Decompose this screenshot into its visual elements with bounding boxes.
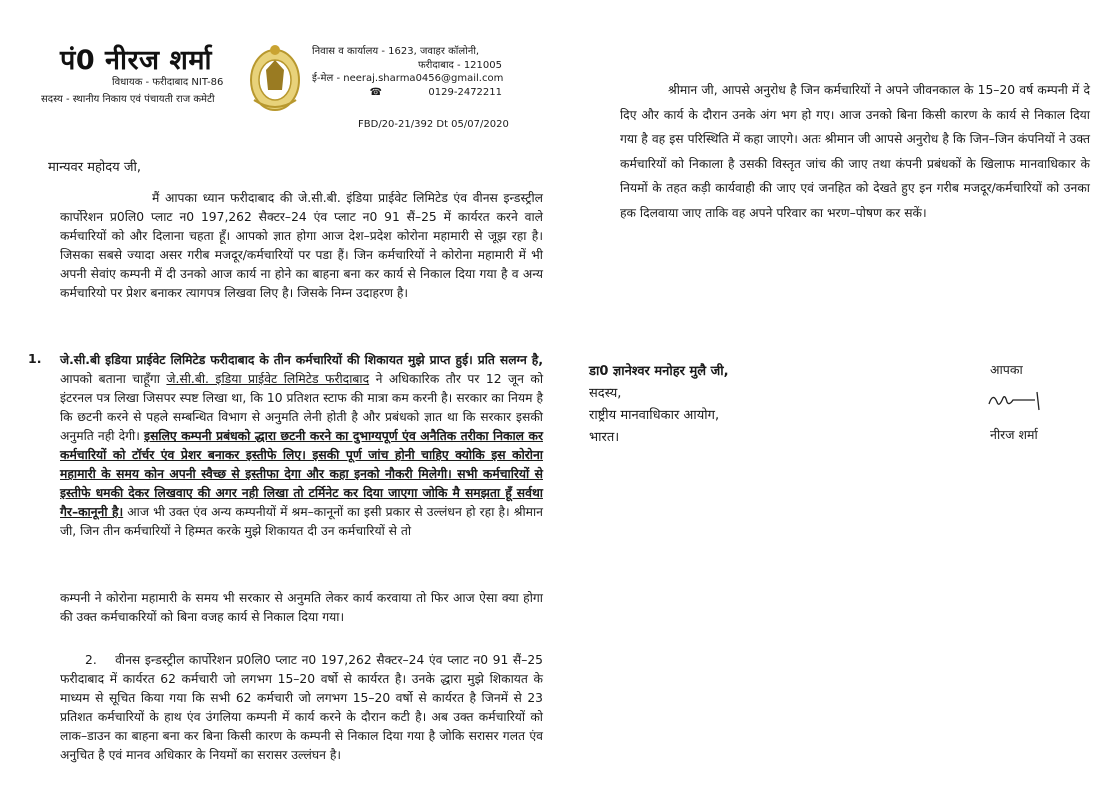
letterhead-designation: विधायक - फरीदाबाद NIT-86 — [112, 77, 224, 88]
addressee-line-3: भारत। — [589, 430, 620, 445]
address-line-1: निवास व कार्यालय - 1623, जवाहर कॉलोनी, — [312, 46, 480, 57]
request-paragraph: श्रीमान जी, आपसे अनुरोध है जिन कर्मचारियों ने अपने जीवनकाल के 15–20 वर्ष कम्पनी में दे दिए और कार्य के दौरान उनके अंग भग हो गए। आज उनको बिना किसी कारण के कार्य से निकाल दिया गया है वह इस परिस्थिति में कहा जाएगे। अतः श्रीमान जी आपसे अनुरोध है कि जिन–जिन कंपनियों ने उक्त कर्मचारियों को निकाला है उसकी विस्तृत जांच की जाए तथा कंपनी प्रबंधकों के खिलाफ मानवाधिकार के नियमों के तहत कड़ी कार्यवाही की जाए एवं जनहित को देखते हुए इन गरीब मजदूर/कर्मचारियों को उनका हक दिलवाया जाए ताकि वह अपने परिवार का भरण–पोषण कर सकें। — [620, 83, 1090, 220]
item-1-text-a: आपको बताना चाहूँगा — [60, 372, 167, 386]
reference-number: FBD/20-21/392 Dt 05/07/2020 — [358, 119, 509, 130]
letterhead-membership: सदस्य - स्थानीय निकाय एवं पंचायती राज कमेटी — [41, 94, 215, 105]
item-1-bold-underlined: इसलिए कम्पनी प्रबंधको द्धारा छटनी करने का दुभाग्यपूर्ण एंव अनैतिक तरीका निकाल कर कर्मचारियों को टॉर्चर एंव प्रेशर बनाकर इस्तीफे लिए। इसकी पूर्ण जांच होनी चाहिए क्योकि इस कोरोना महामारी के समय कोन अपनी स्वैच्छ से इस्तीफा देगा और कहा इनको नौकरी मिलेगी। सभी कर्मचारियों से इस्तीफे धमकी देकर लिखवाए की अगर नही लिखा तो टर्मिनेट कर दिया जाएगा जोकि मै समझता हूँ सर्वथा गैर–कानूनी है। — [60, 429, 543, 519]
item-1-company: जे.सी.बी. इडिया प्राईवेट लिमिटेड फरीदाबाद — [166, 372, 370, 386]
addressee-block — [589, 361, 729, 449]
letterhead-contact — [312, 45, 512, 99]
item-1-heading: जे.सी.बी इडिया प्राईवेट लिमिटेड फरीदाबाद के तीन कर्मचारियों की शिकायत मुझे प्राप्त हुई। प्रति सलग्न है, — [60, 353, 543, 367]
item-1-continuation: कम्पनी ने कोरोना महामारी के समय भी सरकार से अनुमति लेकर कार्य करवाया तो फिर आज ऐसा क्या होगा की उक्त कर्मचाकरियों को बिना वजह कार्य से निकाल दिया गया। — [60, 591, 543, 624]
email-line: ई-मेल - neeraj.sharma0456@gmail.com — [312, 73, 504, 84]
addressee-name: डा0 ज्ञानेश्वर मनोहर मुलै जी, — [589, 364, 729, 379]
telephone-icon: ☎ — [369, 86, 383, 98]
haryana-emblem-icon — [246, 40, 304, 114]
address-line-2: फरीदाबाद - 121005 — [417, 59, 502, 71]
signer-name: नीरज शर्मा — [990, 427, 1038, 442]
item-1-text-c: आज भी उक्त एंव अन्य कम्पनीयों में श्रम–कानूनों का इसी प्रकार से उल्लंधन हो रहा है। श्रीमान जी, जिन तीन कर्मचारियों ने हिम्मत करके मुझे शिकायत दी उन कर्मचारियों से तो — [60, 505, 543, 538]
addressee-line-2: राष्ट्रीय मानवाधिकार आयोग, — [589, 408, 720, 423]
item-1-text-b: ने अधिकारिक तौर पर 12 जून को इंटरनल पत्र लिखा जिसपर स्पष्ट लिखा था, कि 10 प्रतिशत स्टाफ की मात्रा कम करनी है। सरकार का नियम है कि छटनी करने से पहले सम्बन्धित विभाग से अनुमति लेनी होती है और प्रबंधको ज्ञात था कि सरकार इसकी अनुमति नही देगी। — [60, 372, 544, 443]
closing: आपका — [990, 362, 1023, 377]
handwritten-signature — [985, 386, 1045, 416]
item-2-paragraph — [60, 651, 543, 765]
item-1-paragraph — [60, 351, 543, 541]
item-1-number: 1. — [28, 351, 42, 366]
salutation: मान्यवर महोदय जी, — [48, 160, 141, 175]
item-2-text: वीनस इन्डस्ट्रील कार्पोरेशन प्र0लि0 प्लाट न0 197,262 सैक्टर–24 एंव प्लाट न0 91 सैं–25 फरीदाबाद में कार्यरत 62 कर्मचारी जो लगभग 15–20 वर्षो से कार्यरत है। उनके द्धारा मुझे शिकायत के माध्यम से सूचित किया गया कि सभी 62 कर्मचारी जो लगभग 15–20 वर्षो से कार्यरत है जिनमें से 23 प्रतिशत कर्मचारियों के हाथ एंव उंगलिया कम्पनी में कार्य करने के दौरान कटी है। अब उक्त कर्मचारियों को लाक–डाउन का बाहना बना कर बिना किसी कारण के कम्पनी से निकाल दिया गया है जोकि सरासर गलत एंव अनुचित है एवं मानव अधिकार के नियमों का सरासर उल्लंघन है। — [60, 653, 543, 762]
intro-paragraph: मैं आपका ध्यान फरीदाबाद की जे.सी.बी. इंडिया प्राईवेट लिमिटेड एंव वीनस इन्डस्ट्रील कार्पोरेशन प्र0लि0 प्लाट न0 197,262 सैक्टर–24 एंव प्लाट न0 91 सैं–25 में कार्यरत करने वाले कर्मचारियों को और दिलाना चहता हूँ। आपको ज्ञात होगा आज देश–प्रदेश कोरोना महामारी से जूझ रहा है। जिसका सबसे ज्यादा असर गरीब मजदूर/कर्मचारियों पर पडा हैं। जिन कर्मचारियों ने कोरोना महामारी में भी अपनी सेवांए कम्पनी में दी उनको आज कार्य ना होने का बाहना बना कर कार्य से निकाल दिया गया है व अन्य कर्मचारियो पर प्रेशर बनाकर त्यागपत्र लिखवा लिए है। जिसके निम्न उदाहरण है। — [60, 191, 543, 300]
item-2-number: 2. — [85, 653, 97, 667]
addressee-line-1: सदस्य, — [589, 386, 622, 401]
letterhead-name: पं0 नीरज शर्मा — [60, 45, 212, 76]
phone-number: 0129-2472211 — [428, 86, 502, 98]
